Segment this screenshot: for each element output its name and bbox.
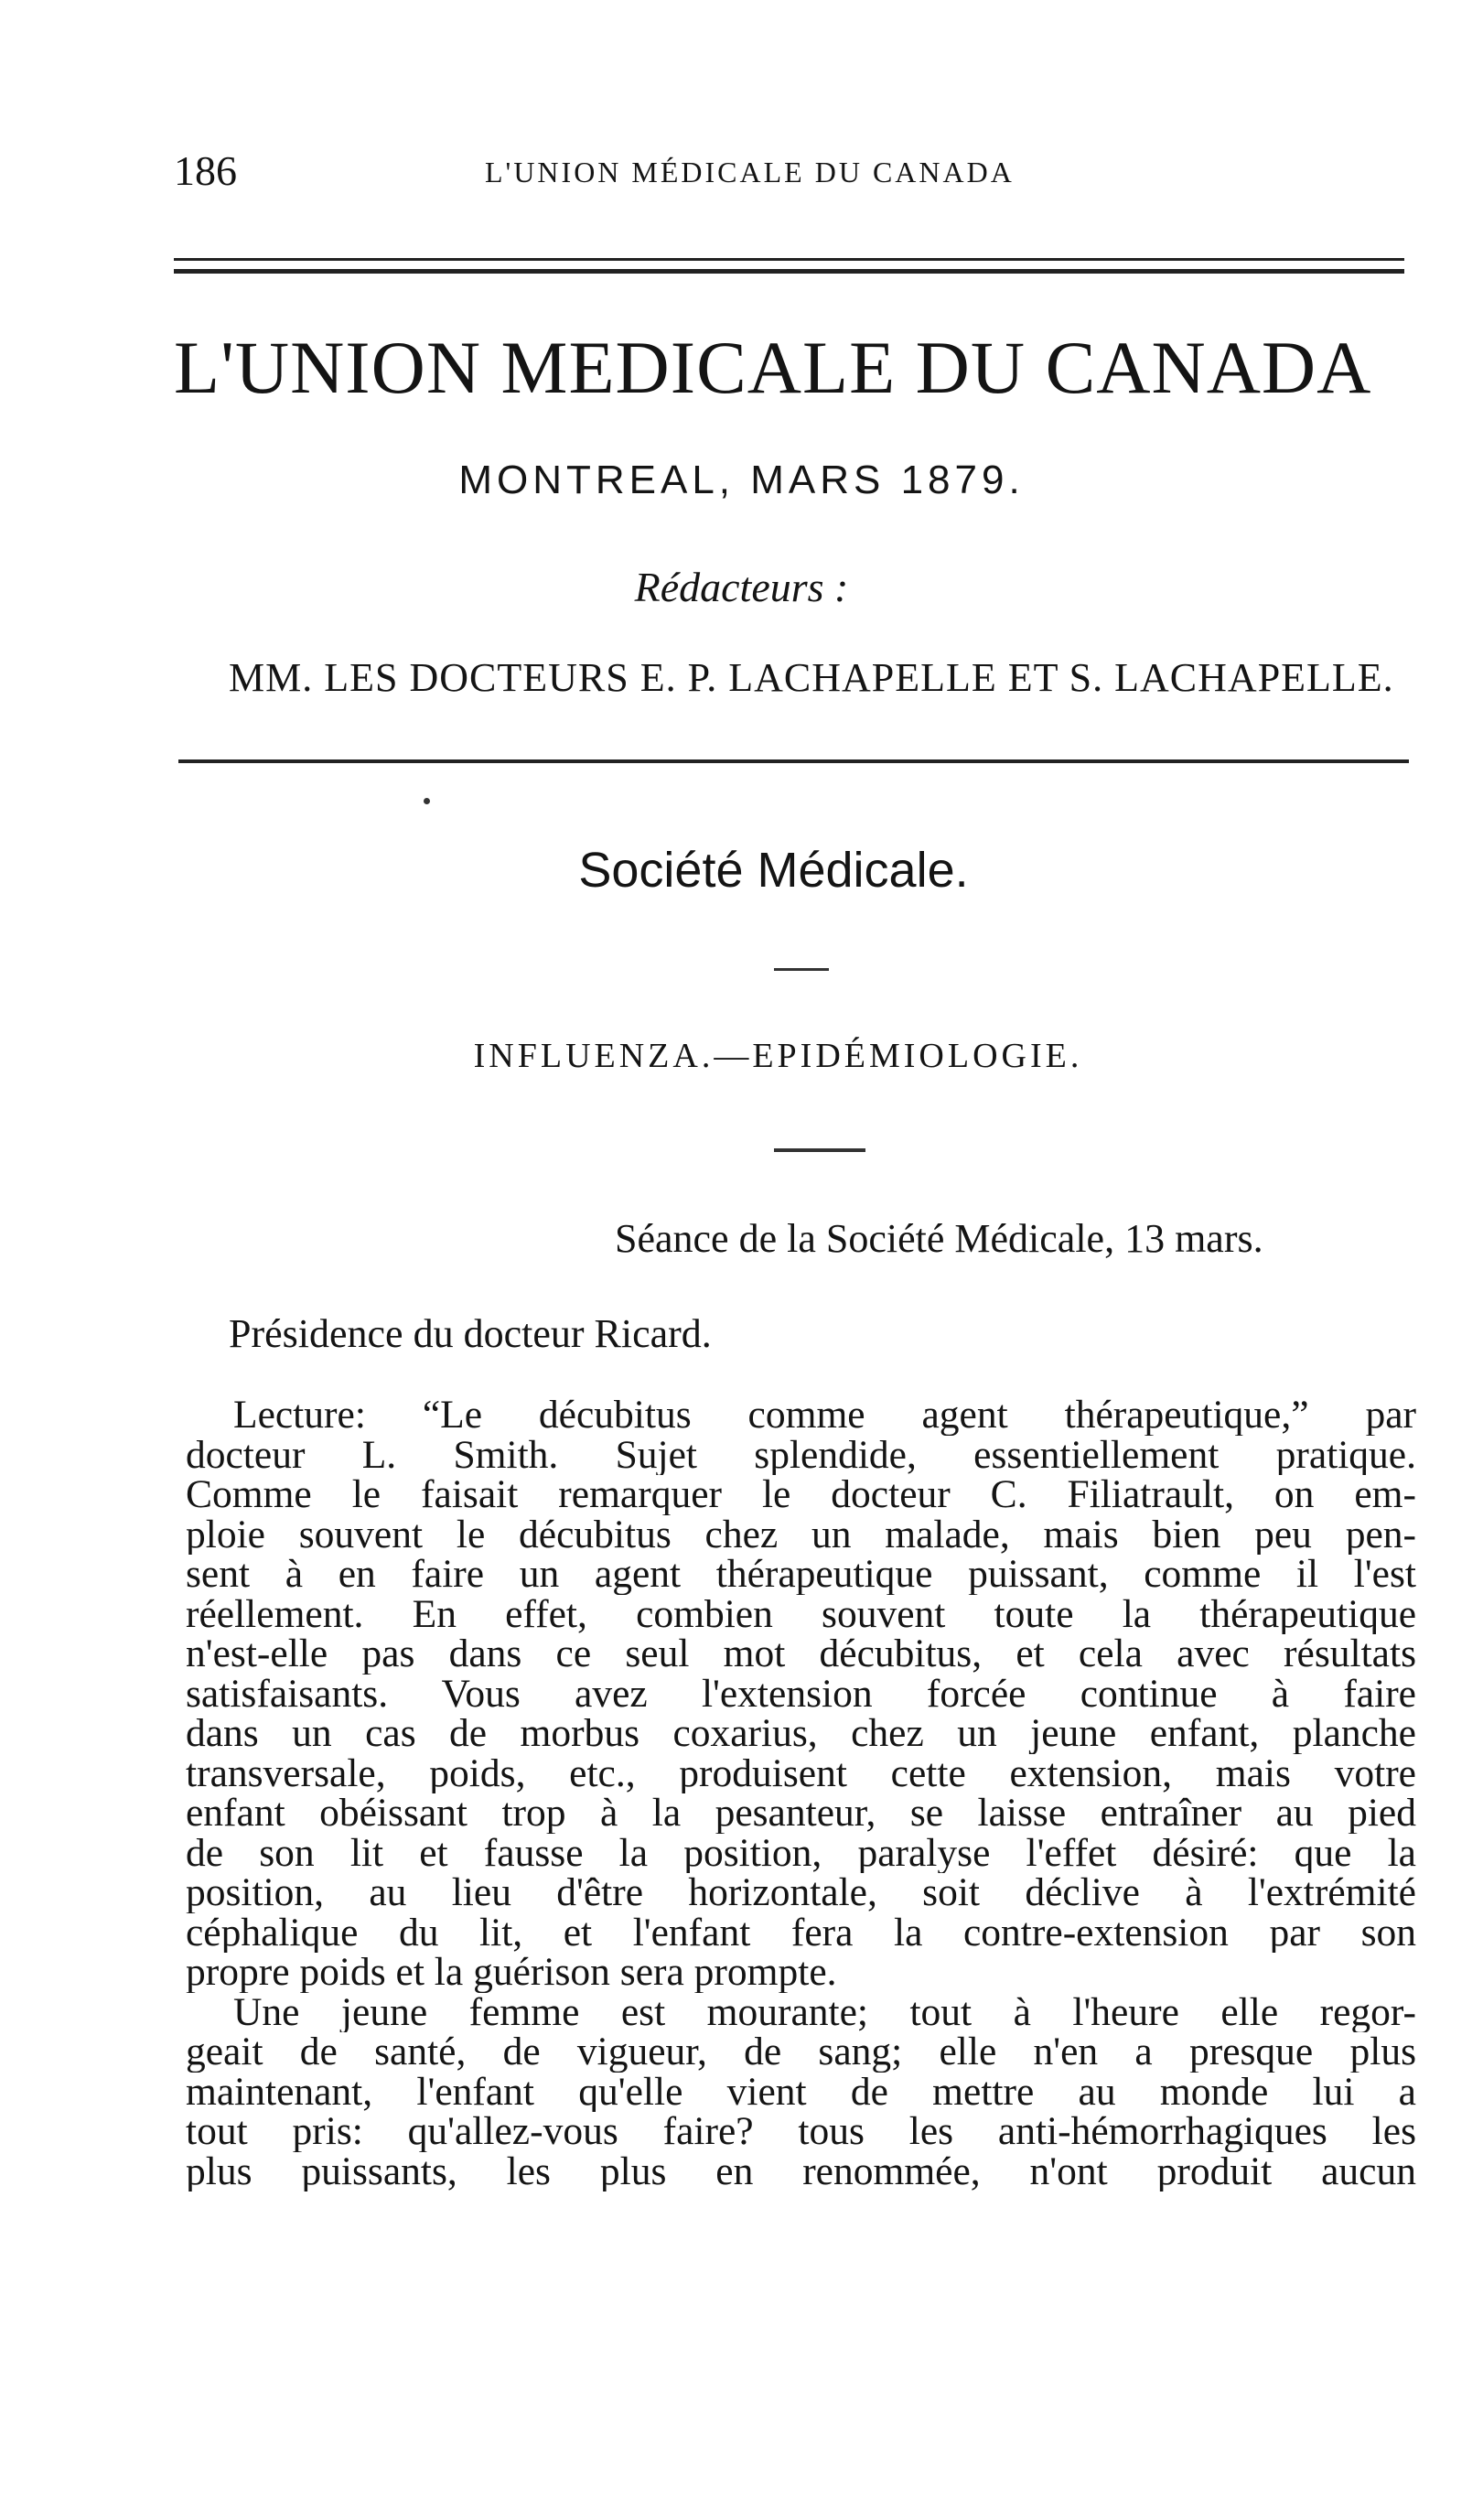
body-line: Lecture: “Le décubitus comme agent thérapeutique,” par — [233, 1395, 1416, 1436]
masthead-rule — [178, 759, 1409, 763]
body-line: Une jeune femme est mourante; tout à l'heure elle regor- — [233, 1992, 1416, 2032]
body-line: dans un cas de morbus coxarius, chez un jeune enfant, planche — [186, 1714, 1416, 1754]
short-divider — [774, 968, 829, 971]
session-line: Séance de la Société Médicale, 13 mars. — [615, 1216, 1263, 1261]
editors-names: MM. LES DOCTEURS E. P. LACHAPELLE ET S. LACHAPELLE. — [229, 655, 1394, 700]
header-double-rule — [174, 258, 1404, 278]
article-body — [186, 1395, 1416, 2192]
body-line: réellement. En effet, combien souvent toute la thérapeutique — [186, 1594, 1416, 1634]
dateline: MONTREAL, MARS 1879. — [458, 458, 1025, 502]
body-line: enfant obéissant trop à la pesanteur, se laisse entraîner au pied — [186, 1793, 1416, 1834]
thick-rule — [174, 269, 1404, 274]
body-line: sent à en faire un agent thérapeutique puissant, comme il l'est — [186, 1555, 1416, 1595]
body-line: n'est-elle pas dans ce seul mot décubitus, et cela avec résultats — [186, 1634, 1416, 1675]
section-subtitle: INFLUENZA.—EPIDÉMIOLOGIE. — [473, 1037, 1083, 1075]
body-line: satisfaisants. Vous avez l'extension forcée continue à faire — [186, 1674, 1416, 1714]
presidency-line: Présidence du docteur Ricard. — [229, 1311, 712, 1356]
page-number: 186 — [174, 147, 237, 194]
masthead-title: L'UNION MEDICALE DU CANADA — [174, 326, 1372, 409]
body-line: transversale, poids, etc., produisent cette extension, mais votre — [186, 1753, 1416, 1793]
running-header — [174, 146, 1409, 201]
running-title: L'UNION MÉDICALE DU CANADA — [485, 156, 1015, 188]
body-line: geait de santé, de vigueur, de sang; elle n'en a presque plus — [186, 2032, 1416, 2073]
body-line: de son lit et fausse la position, paralyse l'effet désiré: que la — [186, 1833, 1416, 1873]
body-line: ploie souvent le décubitus chez un malade, mais bien peu pen- — [186, 1514, 1416, 1555]
body-line: docteur L. Smith. Sujet splendide, essentiellement pratique. — [186, 1435, 1416, 1475]
section-title: Société Médicale. — [578, 843, 969, 898]
body-line: tout pris: qu'allez-vous faire? tous les anti-hémorrhagiques les — [186, 2112, 1416, 2152]
editors-label: Rédacteurs : — [634, 564, 849, 610]
body-line: plus puissants, les plus en renommée, n'ont produit aucun — [186, 2151, 1416, 2192]
body-line: position, au lieu d'être horizontale, soit déclive à l'extrémité — [186, 1873, 1416, 1913]
short-divider-2 — [774, 1148, 865, 1152]
print-speck — [424, 798, 430, 804]
body-line: Comme le faisait remarquer le docteur C. Filiatrault, on em- — [186, 1475, 1416, 1515]
body-line: propre poids et la guérison sera prompte. — [186, 1953, 837, 1993]
thin-rule — [174, 258, 1404, 261]
body-line: céphalique du lit, et l'enfant fera la contre-extension par son — [186, 1912, 1416, 1953]
body-line: maintenant, l'enfant qu'elle vient de mettre au monde lui a — [186, 2072, 1416, 2112]
